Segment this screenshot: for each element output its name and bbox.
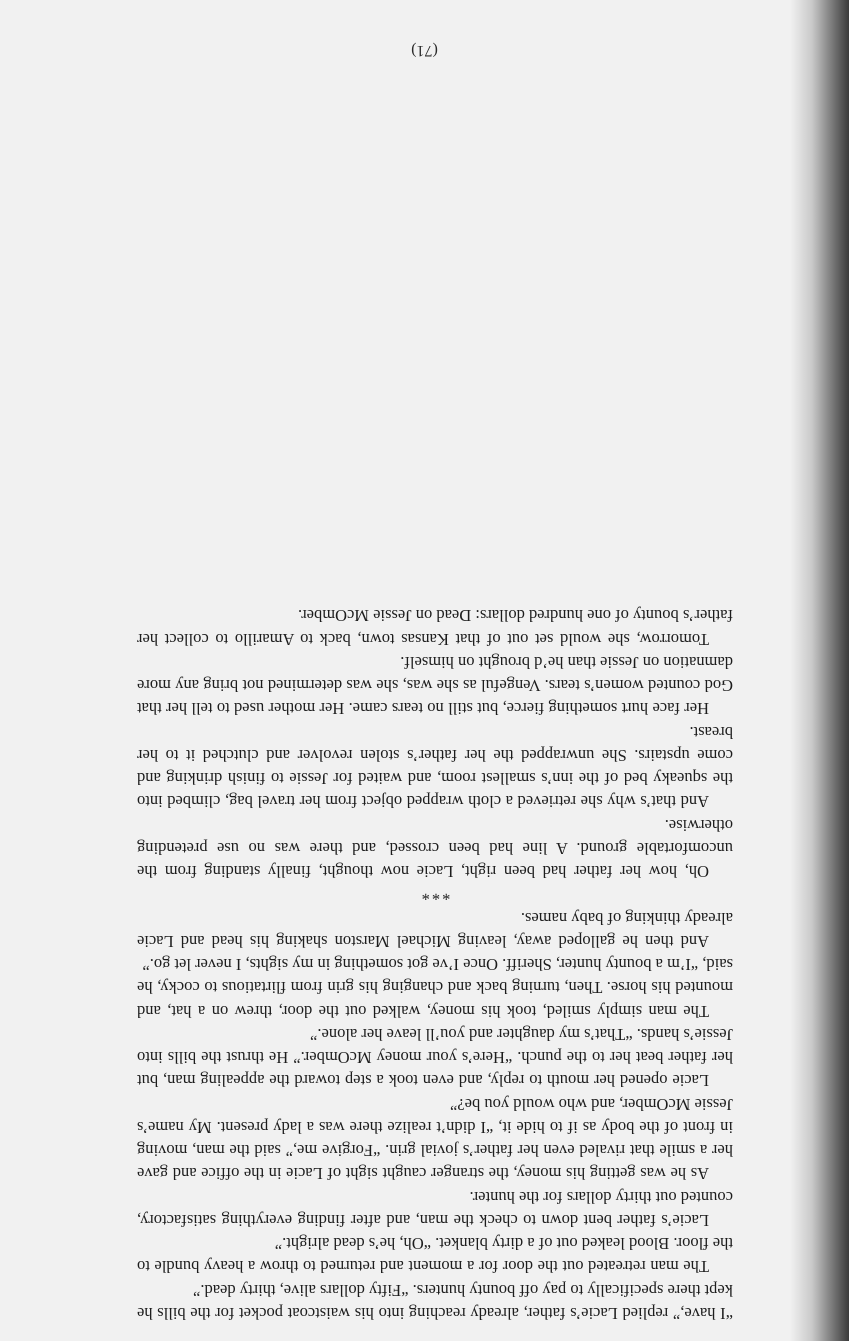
body-text bbox=[137, 604, 733, 1325]
paragraph-9: And that’s why she retrieved a cloth wrapped object from her travel bag, climbed into the squeaky bed of the inn’s smallest room, and waited for Jessie to finish drinking and come upstairs. She unwrapped the her father’s stolen revolver and clutched it to her breast. bbox=[137, 722, 733, 812]
paragraph-8: Oh, how her father had been right, Lacie now thought, finally standing from the uncomfortable ground. A line had been crossed, and there was no use pretending otherwise. bbox=[137, 815, 733, 882]
section-break: *** bbox=[419, 885, 451, 905]
paragraph-5: Lacie opened her mouth to reply, and even took a step toward the appealing man, but her father beat her to the punch. “Here’s your money McOmber.” He thrust the bills into Jessie’s hands. “That’s my daughter and you’ll leave her alone.” bbox=[137, 1025, 733, 1091]
paragraph-11: Tomorrow, she would set out of that Kansas town, back to Amarillo to collect her father’s bounty of one hundred dollars: Dead on Jessie McOmber. bbox=[137, 606, 733, 649]
paragraph-3: Lacie’s father bent down to check the man, and after finding everything satisfactory, counted out thirty dollars for the hunter. bbox=[137, 1187, 733, 1230]
paragraph-10: Her face hurt something fierce, but still no tears came. Her mother used to tell her that God counted women’s tears. Vengeful as she was, she was determined not bring any more damnation on Jessie than he’d brought on himself. bbox=[137, 653, 733, 719]
page-number: (71) bbox=[411, 42, 438, 59]
paragraph-4: As he was getting his money, the stranger caught sight of Lacie in the office and gave her a smile that rivaled even her father’s jovial grin. “Forgive me,” said the man, moving in front of the body as if to hide it, “I didn’t realize there was a lady present. My name’s Jessie McOmber, and who would you be?” bbox=[137, 1094, 733, 1184]
paragraph-2: The man retreated out the door for a moment and returned to throw a heavy bundle to the floor. Blood leaked out of a dirty blanket. “Oh, he’s dead alright.” bbox=[137, 1234, 733, 1277]
paragraph-6: The man simply smiled, took his money, walked out the door, threw on a hat, and mounted his horse. Then, turning back and changing his grin from flirtatious to cocky, he said, “I’m a bounty hunter, Sheriff. Once I’ve got something in my sights, I never let go.” bbox=[137, 955, 733, 1021]
paragraph-1: “I have,” replied Lacie’s father, already reaching into his waistcoat pocket for the bills he kept there specifically to pay off bounty hunters. “Fifty dollars alive, thirty dead.” bbox=[137, 1280, 733, 1323]
paragraph-7: And then he galloped away, leaving Michael Marston shaking his head and Lacie already thinking of baby names. bbox=[137, 908, 733, 951]
